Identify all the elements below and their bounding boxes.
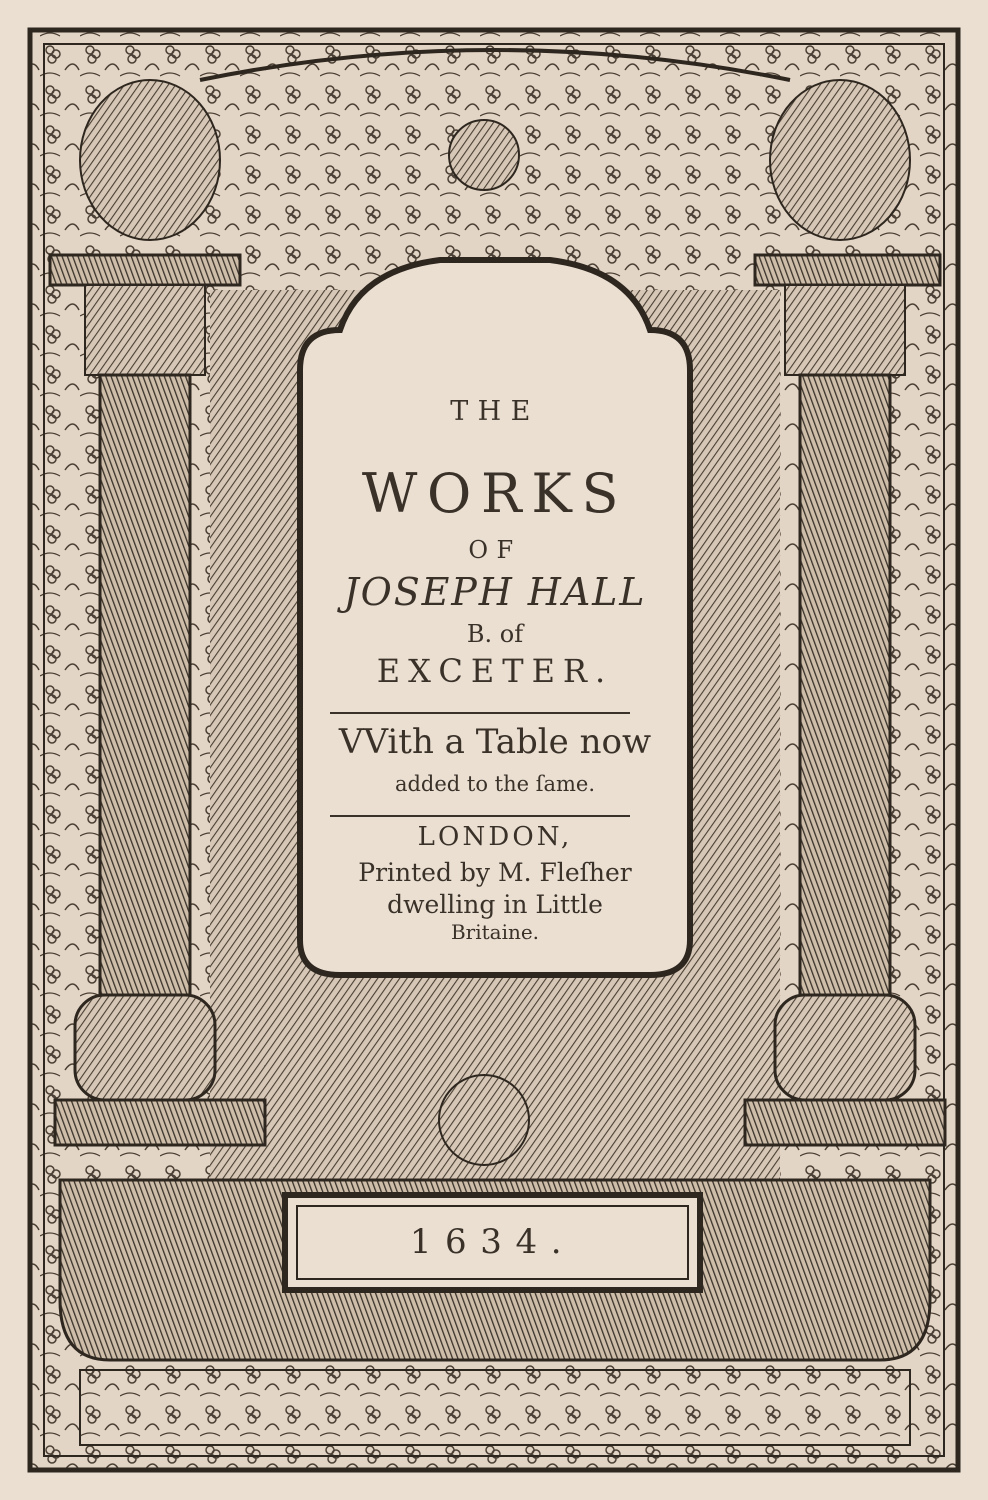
- see-name: EXCETER.: [376, 652, 614, 690]
- bottom-foliage: [80, 1370, 910, 1445]
- publication-year: 1634.: [409, 1222, 576, 1262]
- divider-rule: [330, 815, 630, 817]
- left-cherub: [80, 80, 220, 240]
- imprint-place: LONDON,: [417, 822, 573, 852]
- imprint-printer: Printed by M. Fleſher: [358, 858, 632, 887]
- table-note-line-1: VVith a Table now: [338, 722, 652, 762]
- title-works: WORKS: [361, 462, 629, 525]
- right-cherub: [770, 80, 910, 240]
- imprint-address: dwelling in Little: [387, 890, 603, 919]
- title-the: THE: [450, 396, 540, 427]
- title-of: OF: [468, 536, 522, 564]
- imprint-address-2: Britaine.: [450, 920, 540, 944]
- divider-rule: [330, 712, 630, 714]
- table-note-line-2: added to the ſame.: [394, 772, 596, 796]
- title-b-of: B. of: [466, 620, 524, 648]
- mask-face: [439, 1075, 529, 1165]
- cherub-head: [449, 120, 519, 190]
- author-name: JOSEPH HALL: [343, 570, 647, 614]
